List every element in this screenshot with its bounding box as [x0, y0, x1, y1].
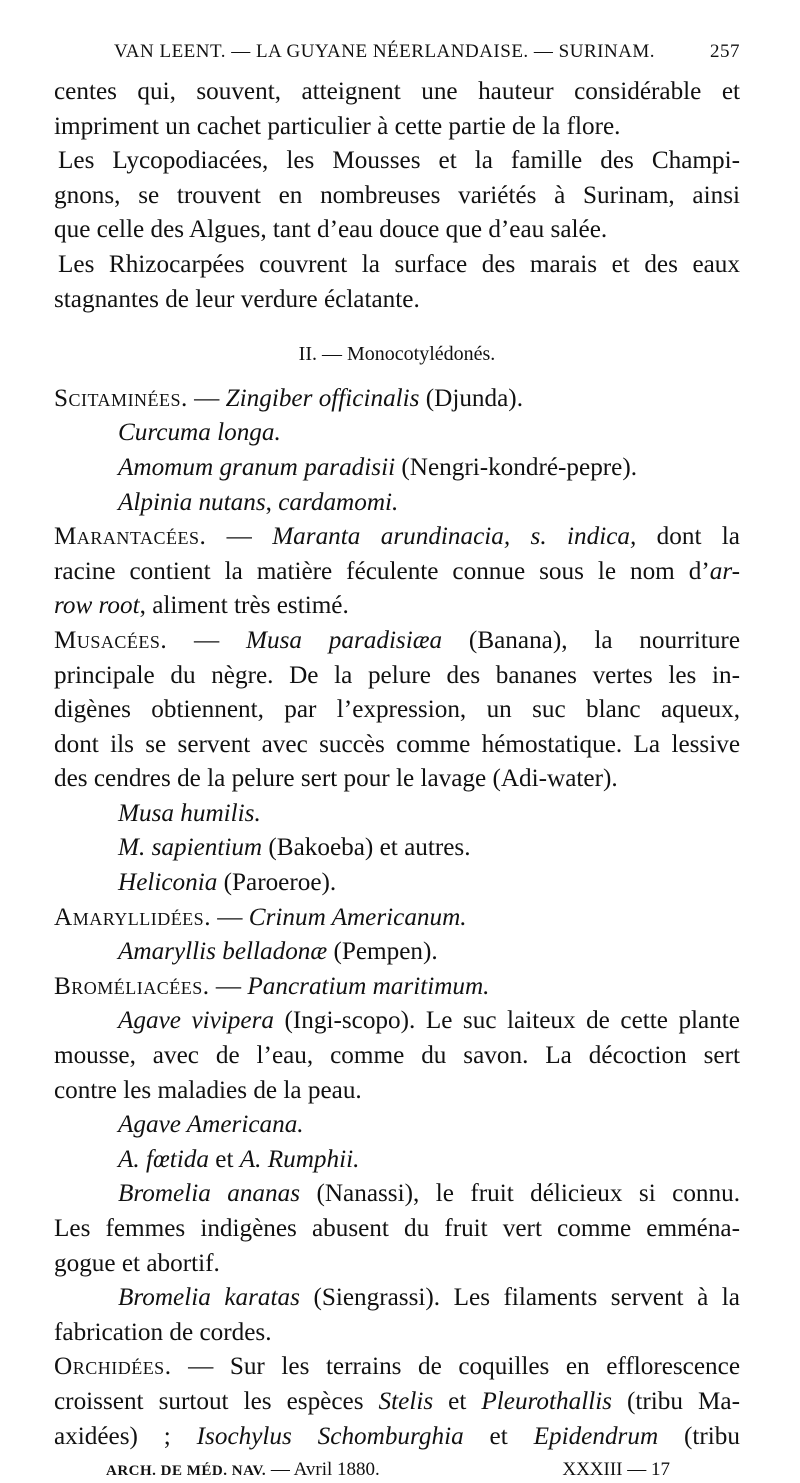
- species-name: A. fœtida: [118, 1145, 209, 1173]
- text-line: [54, 1281, 740, 1316]
- entry-musacees: [54, 624, 740, 901]
- species-name: Agave Americana.: [118, 1111, 304, 1139]
- text-line: fabrication de cordes.: [54, 1318, 272, 1346]
- text: et: [208, 1145, 240, 1173]
- text-line: digènes obtiennent, par l’expression, un suc blanc aqueux,: [54, 696, 740, 724]
- text-line: stagnantes de leur verdure éclatante.: [54, 285, 420, 313]
- paragraph-lycopodiacees: [54, 144, 740, 248]
- text: (tribu: [658, 1422, 740, 1450]
- text-line: Les femmes indigènes abusent du fruit vert comme emména-: [54, 1215, 740, 1242]
- journal-name: ARCH. DE MÉD. NAV.: [106, 1463, 267, 1480]
- text-line: [54, 866, 740, 901]
- paragraph-rhizocarpees: [54, 248, 740, 317]
- entry-amaryllidees: [54, 901, 740, 970]
- text: et: [433, 1387, 482, 1415]
- text-line: contre les maladies de la peau.: [54, 1076, 362, 1104]
- text-line: [54, 1350, 740, 1385]
- separator: ,: [265, 488, 279, 516]
- text-line: Les Lycopodiacées, les Mousses et la famille des Champi-: [58, 147, 740, 175]
- page-footer: [54, 1458, 740, 1483]
- dash: —: [187, 384, 226, 412]
- text-line: impriment un cachet particulier à cette partie de la flore.: [54, 112, 621, 140]
- species-name: Isochylus Schomburghia: [196, 1422, 464, 1450]
- text-line: [54, 416, 740, 451]
- dash: —: [171, 1353, 230, 1381]
- entry-marantacees: [54, 520, 740, 624]
- text-line: [54, 1385, 740, 1420]
- species-name: Pleurothallis: [481, 1387, 612, 1415]
- text-line: [54, 1177, 740, 1212]
- text: racine contient la matière féculente connue sous le nom d’: [54, 557, 710, 585]
- dash: —: [209, 972, 248, 1000]
- text-line: [54, 624, 740, 659]
- entry-orchidees: [54, 1350, 740, 1454]
- species-name: Musa humilis.: [118, 799, 261, 827]
- italic-text: ar-: [709, 557, 740, 585]
- species-name: Amomum granum paradisii: [118, 453, 396, 481]
- species-name: Bromelia karatas: [118, 1284, 300, 1312]
- species-name: M. sapientium: [118, 834, 263, 862]
- common-name: (Djunda).: [419, 384, 523, 412]
- family-name: Orchidées.: [54, 1353, 172, 1381]
- species-name: Musa paradisiæa: [246, 626, 443, 654]
- species-name: Pancratium maritimum.: [247, 972, 490, 1000]
- entry-bromeliacees: [54, 970, 740, 1351]
- text-line: que celle des Algues, tant d’eau douce que d’eau salée.: [54, 216, 608, 244]
- section-heading: II. — Monocotylédonés.: [298, 343, 496, 366]
- species-name: Epidendrum: [533, 1422, 659, 1450]
- species-name: Amaryllis belladonæ: [118, 938, 328, 966]
- family-name: Scitaminées.: [54, 384, 188, 412]
- text-line: [54, 451, 740, 486]
- species-name: Heliconia: [118, 869, 218, 897]
- dash: —: [211, 903, 249, 931]
- text-line: [54, 1143, 740, 1178]
- text: Sur les terrains de coquilles en efflorescence: [229, 1353, 740, 1381]
- text: et: [463, 1422, 534, 1450]
- family-name: Amaryllidées.: [54, 903, 211, 931]
- running-title: VAN LEENT. — LA GUYANE NÉERLANDAISE. — SURINAM.: [114, 41, 656, 62]
- text-line: Les Rhizocarpées couvrent la surface des marais et des eaux: [58, 250, 740, 278]
- text-line: gnons, se trouvent en nombreuses variétés à Surinam, ainsi: [54, 181, 740, 209]
- text-line: [54, 1004, 740, 1039]
- text-line: [54, 831, 740, 866]
- text-line: [54, 589, 740, 624]
- dash: —: [206, 523, 273, 551]
- text-line: principale du nègre. De la pelure des bananes vertes les in-: [54, 661, 740, 689]
- text: (Ingi-scopo). Le suc laiteux de cette plante: [273, 1007, 740, 1035]
- text: (Banana), la nourriture: [442, 626, 741, 654]
- text: (Siengrassi). Les filaments servent à la: [299, 1284, 740, 1312]
- species-name: Stelis: [378, 1387, 434, 1415]
- text-line: [54, 970, 740, 1005]
- text-line: [54, 901, 740, 936]
- common-name: (Pempen).: [327, 938, 438, 966]
- text: (Nanassi), le fruit délicieux si connu.: [300, 1180, 741, 1208]
- text-line: [54, 520, 740, 555]
- dash: —: [167, 626, 246, 654]
- entry-scitaminees: [54, 382, 740, 520]
- family-name: Musacées.: [54, 626, 168, 654]
- common-name: (Paroeroe).: [217, 869, 337, 897]
- text-line: des cendres de la pelure sert pour le lavage (Adi-water).: [54, 765, 618, 793]
- species-name: Maranta arundinacia, s. indica,: [272, 523, 637, 551]
- species-name: Bromelia ananas: [118, 1180, 301, 1208]
- text: dont la: [636, 523, 740, 551]
- text-line: [54, 486, 740, 521]
- signature-mark: XXXIII — 17: [562, 1459, 670, 1481]
- text-line: [54, 1420, 740, 1455]
- text-line: [54, 935, 740, 970]
- text-line: centes qui, souvent, atteignent une hauteur considérable et: [54, 78, 740, 105]
- species-name: A. Rumphii.: [239, 1145, 360, 1173]
- species-name: Crinum Americanum.: [248, 903, 467, 931]
- common-name: (Nengri-kondré-pepre).: [395, 453, 638, 481]
- text-line: dont ils se servent avec succès comme hémostatique. La lessive: [54, 730, 740, 758]
- species-name: Zingiber officinalis: [225, 384, 420, 412]
- species-name: cardamomi.: [278, 488, 399, 516]
- family-name: Broméliacées.: [54, 972, 210, 1000]
- italic-text: row root: [54, 592, 140, 620]
- species-name: Curcuma longa.: [118, 419, 281, 447]
- running-header: [54, 40, 740, 64]
- text: croissent surtout les espèces: [54, 1387, 379, 1415]
- text: (tribu Ma-: [612, 1387, 740, 1415]
- text: axidées) ;: [54, 1422, 197, 1450]
- text-line: gogue et abortif.: [54, 1249, 220, 1277]
- text-line: [54, 797, 740, 832]
- paragraph-ferns: [54, 75, 740, 144]
- footer-journal-date: [106, 1458, 380, 1483]
- text: , aliment très estimé.: [139, 592, 349, 620]
- text-line: [54, 555, 740, 590]
- species-name: Alpinia nutans: [118, 488, 266, 516]
- issue-date: — Avril 1880.: [266, 1459, 380, 1481]
- text-line: [54, 1108, 740, 1143]
- text-line: mousse, avec de l’eau, comme du savon. La décoction sert: [54, 1042, 740, 1070]
- species-name: Agave vivipera: [118, 1007, 274, 1035]
- document-page: [54, 40, 740, 1483]
- text-line: [54, 382, 740, 417]
- family-name: Marantacées.: [54, 523, 207, 551]
- page-number: 257: [710, 41, 740, 62]
- common-name: (Bakoeba) et autres.: [262, 834, 471, 862]
